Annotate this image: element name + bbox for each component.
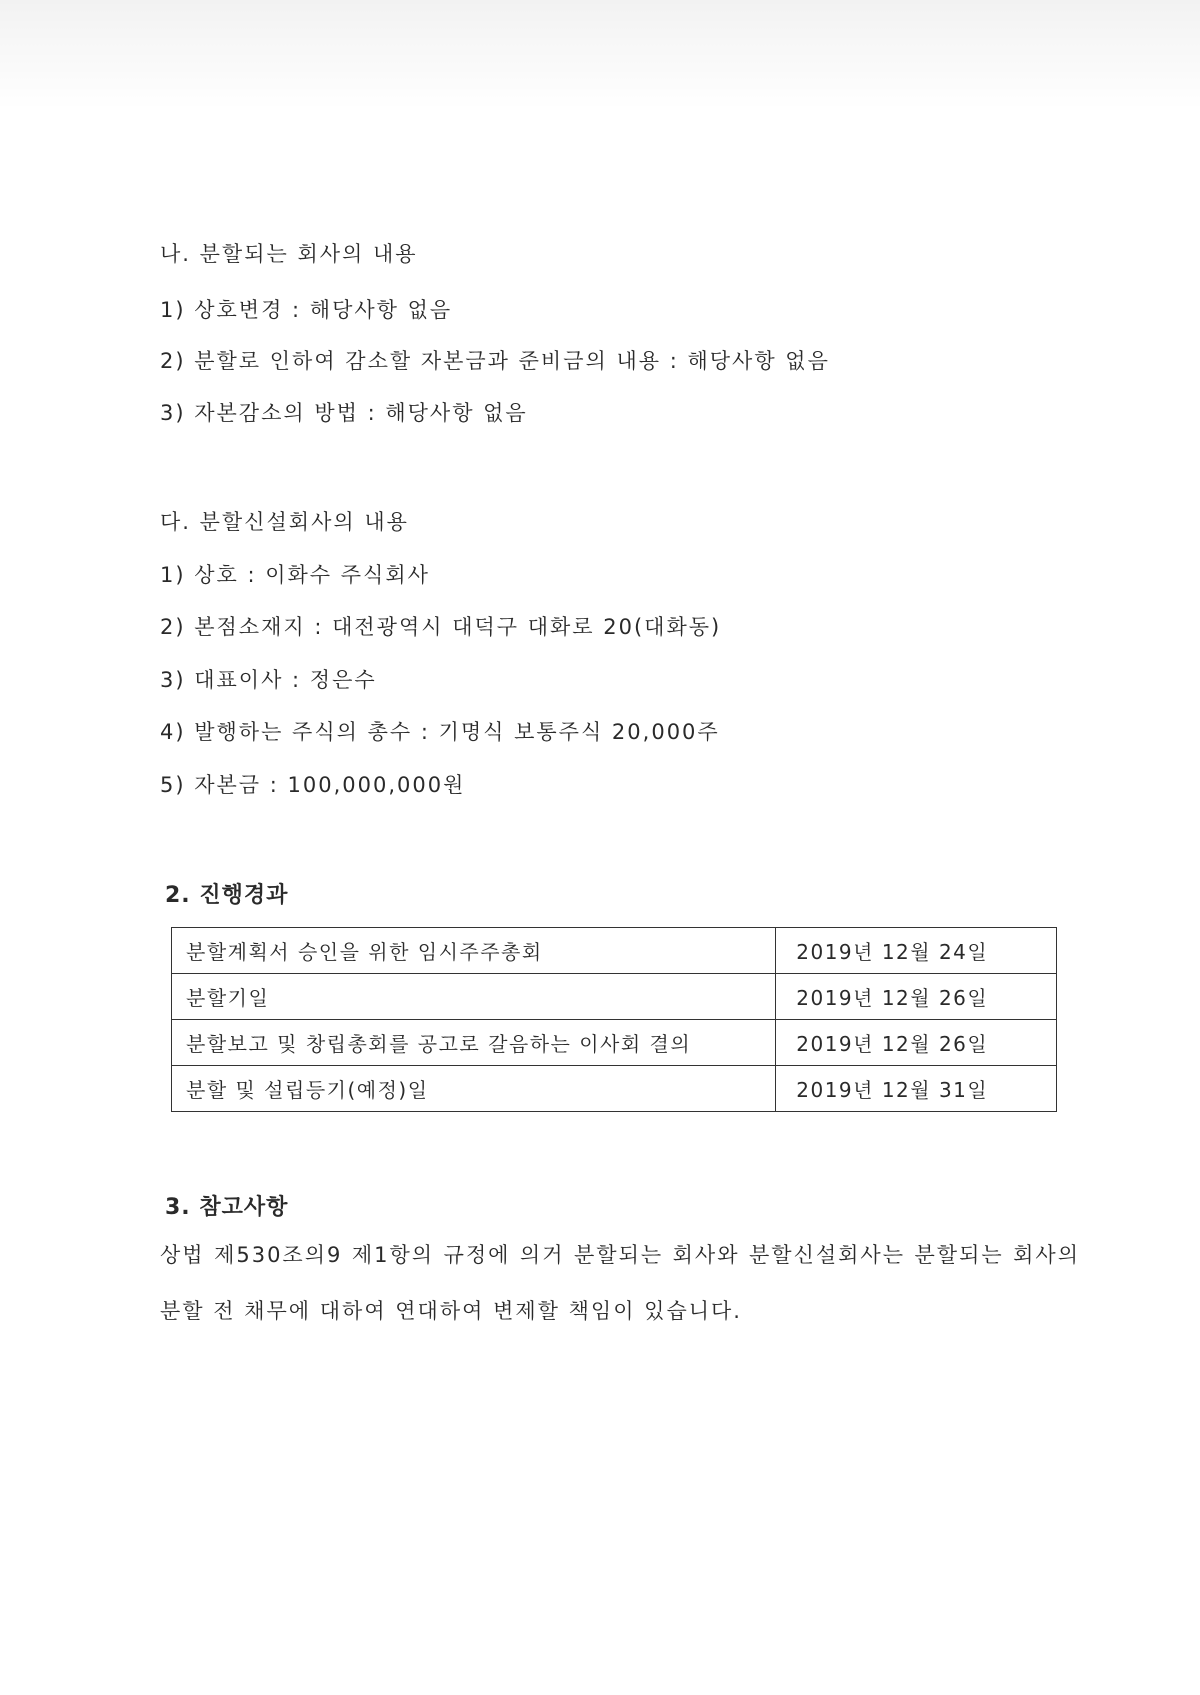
event-cell: 분할계획서 승인을 위한 임시주주총회 [172,928,776,974]
section-na-title: 나. 분할되는 회사의 내용 [160,242,418,266]
date-cell: 2019년 12월 26일 [776,1020,1057,1066]
table-row [172,928,1057,974]
event-cell: 분할 및 설립등기(예정)일 [172,1066,776,1112]
progress-table [171,927,1057,1112]
section-da-item: 4) 발행하는 주식의 총수 : 기명식 보통주식 20,000주 [160,720,720,744]
date-cell: 2019년 12월 24일 [776,928,1057,974]
table-row [172,1066,1057,1112]
section-da-title: 다. 분할신설회사의 내용 [160,510,409,534]
section-na-item: 2) 분할로 인하여 감소할 자본금과 준비금의 내용 : 해당사항 없음 [160,349,830,373]
table-row [172,974,1057,1020]
date-cell: 2019년 12월 26일 [776,974,1057,1020]
section-da-item: 2) 본점소재지 : 대전광역시 대덕구 대화로 20(대화동) [160,615,722,639]
section-2-heading: 2. 진행경과 [165,883,289,908]
section-da-item: 5) 자본금 : 100,000,000원 [160,773,466,797]
event-cell: 분할기일 [172,974,776,1020]
section-3-heading: 3. 참고사항 [165,1195,289,1220]
event-cell: 분할보고 및 창립총회를 공고로 갈음하는 이사회 결의 [172,1020,776,1066]
section-na-item: 3) 자본감소의 방법 : 해당사항 없음 [160,401,528,425]
table-row [172,1020,1057,1066]
section-da-item: 1) 상호 : 이화수 주식회사 [160,563,430,587]
section-na-item: 1) 상호변경 : 해당사항 없음 [160,298,453,322]
date-cell: 2019년 12월 31일 [776,1066,1057,1112]
section-3-paragraph: 상법 제530조의9 제1항의 규정에 의거 분할되는 회사와 분할신설회사는 분할되는 회사의 분할 전 채무에 대하여 연대하여 변제할 책임이 있습니다. [160,1243,1080,1323]
section-da-item: 3) 대표이사 : 정은수 [160,668,377,692]
scan-shadow [0,0,1200,110]
